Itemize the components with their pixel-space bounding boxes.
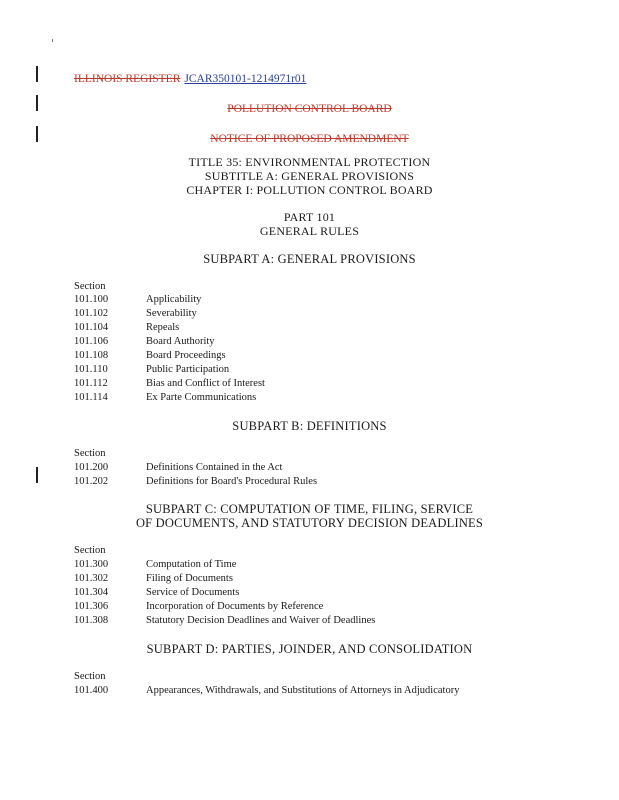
toc-row: 101.202 Definitions for Board's Procedural Rules	[74, 476, 318, 487]
part-name: GENERAL RULES	[259, 224, 360, 238]
register-deleted-text: ILLINOIS REGISTER	[74, 73, 181, 85]
toc-row: 101.302 Filing of Documents	[74, 573, 233, 584]
subpart-b-heading: SUBPART B: DEFINITIONS	[232, 419, 387, 433]
toc-row: 101.306 Incorporation of Documents by Reference	[74, 601, 324, 612]
subpart-c-heading-line2: OF DOCUMENTS, AND STATUTORY DECISION DEADLINES	[135, 516, 484, 530]
subpart-c-heading-line1: SUBPART C: COMPUTATION OF TIME, FILING, SERVICE	[145, 502, 474, 516]
subpart-d-heading: SUBPART D: PARTIES, JOINDER, AND CONSOLIDATION	[146, 642, 473, 656]
register-header	[74, 69, 306, 87]
change-bar	[36, 66, 38, 82]
toc-row: 101.102 Severability	[74, 308, 197, 319]
part-number: PART 101	[283, 210, 336, 224]
subpart-a-heading: SUBPART A: GENERAL PROVISIONS	[203, 252, 416, 266]
toc-row: 101.200 Definitions Contained in the Act	[74, 462, 283, 473]
toc-row: 101.308 Statutory Decision Deadlines and Waiver of Deadlines	[74, 615, 376, 626]
scan-mark	[52, 39, 53, 42]
section-label: Section	[74, 671, 106, 682]
notice-header: NOTICE OF PROPOSED AMENDMENT	[210, 133, 409, 145]
toc-row: 101.100 Applicability	[74, 294, 202, 305]
toc-row: 101.300 Computation of Time	[74, 559, 237, 570]
toc-row: 101.108 Board Proceedings	[74, 350, 226, 361]
section-label: Section	[74, 448, 106, 459]
toc-row: 101.304 Service of Documents	[74, 587, 240, 598]
toc-row: 101.400 Appearances, Withdrawals, and Substitutions of Attorneys in Adjudicatory	[74, 685, 460, 696]
toc-row: 101.112 Bias and Conflict of Interest	[74, 378, 265, 389]
section-label: Section	[74, 545, 106, 556]
toc-row: 101.106 Board Authority	[74, 336, 215, 347]
subtitle-line: SUBTITLE A: GENERAL PROVISIONS	[204, 169, 415, 183]
toc-row: 101.110 Public Participation	[74, 364, 230, 375]
change-bar	[36, 467, 38, 483]
title-line: TITLE 35: ENVIRONMENTAL PROTECTION	[188, 155, 431, 169]
section-label: Section	[74, 281, 106, 292]
chapter-line: CHAPTER I: POLLUTION CONTROL BOARD	[186, 183, 433, 197]
toc-row: 101.114 Ex Parte Communications	[74, 392, 257, 403]
board-header: POLLUTION CONTROL BOARD	[227, 103, 392, 115]
register-inserted-text: JCAR350101-1214971r01	[184, 73, 307, 85]
toc-row: 101.104 Repeals	[74, 322, 180, 333]
